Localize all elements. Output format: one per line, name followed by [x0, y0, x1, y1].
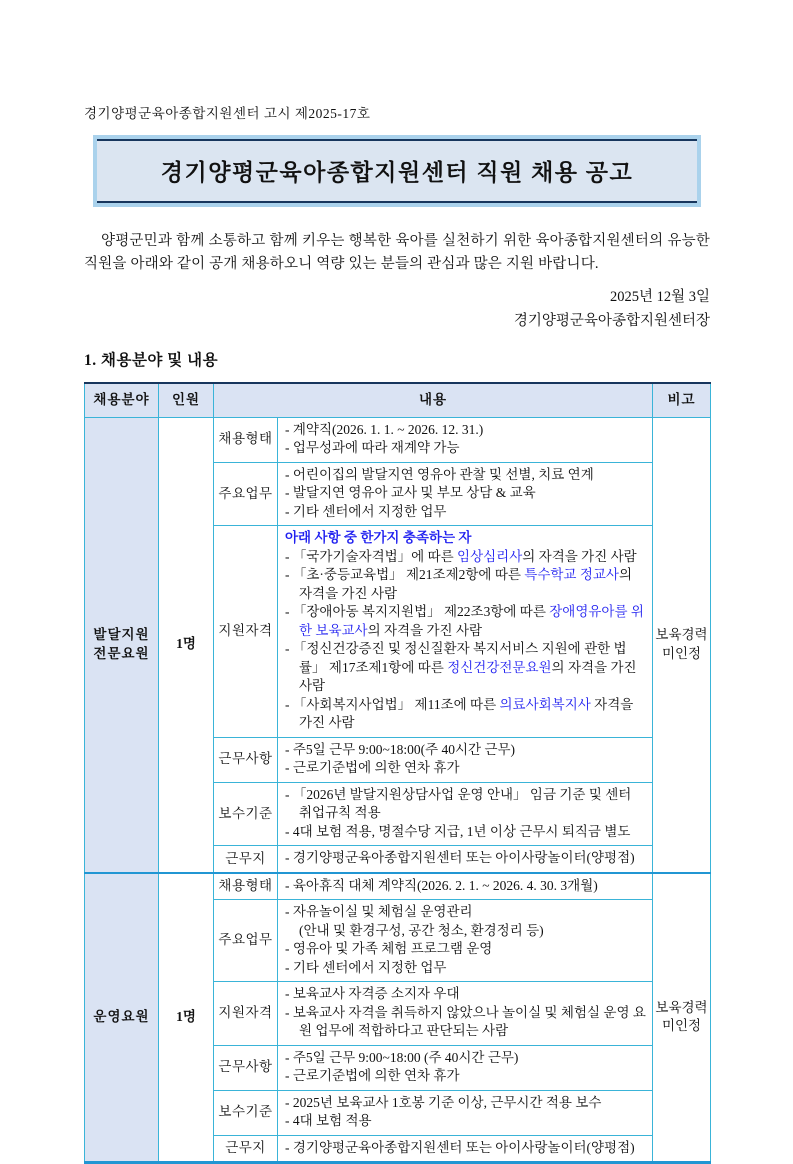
- row-label-cell: 근무사항: [214, 1045, 278, 1090]
- plain-text: - 기타 센터에서 지정한 업무: [285, 959, 447, 975]
- content-line: [285, 548, 646, 567]
- content-line: [285, 1004, 646, 1041]
- recruitment-table: [84, 382, 711, 1164]
- row-content-cell: [278, 737, 653, 782]
- position-line: 운영요원: [93, 1009, 150, 1024]
- plain-text: - 「국가기술자격법」에 따른: [285, 548, 458, 564]
- content-line: [285, 922, 646, 941]
- row-label-cell: 근무지: [214, 846, 278, 873]
- content-line: [285, 959, 646, 978]
- plain-text: - 4대 보험 적용, 명절수당 지급, 1년 이상 근무시 퇴직금 별도: [285, 823, 631, 839]
- row-content-cell: [278, 417, 653, 462]
- plain-text: 자격을 가진 사람: [299, 696, 634, 730]
- page-title: 경기양평군육아종합지원센터 직원 채용 공고: [160, 160, 634, 185]
- content-line: [285, 503, 646, 522]
- content-line: [285, 466, 646, 485]
- content-line: [285, 1067, 646, 1086]
- header-row: [85, 383, 711, 417]
- content-line: [285, 603, 646, 640]
- recruitment-table-header: [85, 383, 711, 417]
- row-content-cell: [278, 1045, 653, 1090]
- emphasis-text: 의료사회복지사: [499, 696, 591, 712]
- plain-text: - 「장애아동 복지지원법」 제22조3항에 따른: [285, 604, 550, 619]
- plain-text: 의 자격을 가진 사람: [299, 567, 632, 601]
- content-line: [285, 903, 646, 922]
- plain-text: 의 자격을 가진 사람: [299, 659, 637, 693]
- emphasis-text: 정신건강전문요원: [447, 659, 552, 675]
- count-cell: 1명: [159, 873, 214, 1163]
- emphasis-text: 임상심리사: [457, 548, 523, 564]
- notice-number: 경기양평군육아종합지원센터 고시 제2025-17호: [84, 106, 371, 121]
- row-content-cell: [278, 900, 653, 982]
- title-box: [93, 135, 701, 207]
- row-content-cell: [278, 846, 653, 873]
- position-cell: [85, 417, 159, 873]
- content-line: [285, 940, 646, 959]
- plain-text: - 4대 보험 적용: [285, 1113, 372, 1128]
- header-note: 비고: [653, 383, 711, 417]
- plain-text: - 주5일 근무 9:00~18:00 (주 40시간 근무): [285, 1049, 519, 1065]
- content-line: [285, 786, 646, 823]
- note-line: 미인정: [661, 645, 702, 661]
- row-content-cell: [278, 526, 653, 738]
- content-line: [285, 640, 646, 696]
- emphasis-text: 아래 사항 중 한가지 충족하는 자: [285, 530, 472, 545]
- plain-text: 의 자격을 가진 사람: [367, 622, 483, 638]
- plain-text: - 경기양평군육아종합지원센터 또는 아이사랑놀이터(양평점): [285, 850, 635, 865]
- table-row: [85, 873, 711, 900]
- row-content-cell: [278, 873, 653, 900]
- recruitment-table-body: [85, 417, 711, 1163]
- row-content-cell: [278, 782, 653, 846]
- table-row: [85, 417, 711, 462]
- content-line: [285, 1139, 646, 1158]
- row-content-cell: [278, 1090, 653, 1135]
- note-cell: [653, 417, 711, 873]
- row-content-cell: [278, 462, 653, 526]
- header-field: 채용분야: [85, 383, 159, 417]
- content-line: [285, 1049, 646, 1068]
- title-box-inner: [97, 139, 697, 203]
- plain-text: - 「정신건강증진 및 정신질환자 복지서비스 지원에 관한 법률」 제17조제1항에 따른: [285, 641, 627, 675]
- row-label-cell: 근무지: [214, 1135, 278, 1163]
- content-line: [285, 877, 646, 896]
- row-label-cell: 근무사항: [214, 737, 278, 782]
- row-label-cell: 지원자격: [214, 526, 278, 738]
- row-label-cell: 주요업무: [214, 462, 278, 526]
- plain-text: - 경기양평군육아종합지원센터 또는 아이사랑놀이터(양평점): [285, 1139, 635, 1155]
- plain-text: - 업무성과에 따라 재계약 가능: [285, 440, 460, 455]
- content-line: [285, 566, 646, 603]
- plain-text: - 보육교사 자격증 소지자 우대: [285, 986, 460, 1001]
- note-line: 보육경력: [655, 627, 708, 642]
- note-line: 미인정: [661, 1018, 702, 1034]
- content-line: [285, 439, 646, 458]
- content-line: [285, 421, 646, 440]
- content-line: [285, 759, 646, 778]
- plain-text: - 「사회복지사업법」 제11조에 따른: [285, 696, 500, 712]
- content-line: [285, 985, 646, 1004]
- intro-paragraph: 양평군민과 함께 소통하고 함께 키우는 행복한 육아를 실천하기 위한 육아종합지원센터의 유능한 직원을 아래와 같이 공개 채용하오니 역량 있는 분들의 관심과 많은 지원 바랍니다.: [84, 233, 710, 272]
- plain-text: - 「초·중등교육법」 제21조제2항에 따른: [285, 567, 525, 582]
- plain-text: - 육아휴직 대체 계약직(2026. 2. 1. ~ 2026. 4. 30. 3개월): [285, 877, 598, 893]
- plain-text: - 영유아 및 가족 체험 프로그램 운영: [285, 941, 493, 956]
- row-label-cell: 채용형태: [214, 417, 278, 462]
- date-line: 2025년 12월 3일: [609, 289, 710, 305]
- plain-text: - 보육교사 자격을 취득하지 않았으나 놀이실 및 체험실 운영 요원 업무에 적합하다고 판단되는 사람: [285, 1004, 646, 1038]
- plain-text: - 근로기준법에 의한 연차 휴가: [285, 760, 460, 775]
- header-content: 내용: [214, 383, 653, 417]
- plain-text: - 2025년 보육교사 1호봉 기준 이상, 근무시간 적용 보수: [285, 1094, 602, 1110]
- content-line: [285, 696, 646, 733]
- header-count: 인원: [159, 383, 214, 417]
- row-content-cell: [278, 982, 653, 1046]
- plain-text: - 발달지연 영유아 교사 및 부모 상담 & 교육: [285, 485, 536, 500]
- plain-text: - 주5일 근무 9:00~18:00(주 40시간 근무): [285, 741, 516, 757]
- content-line: [285, 529, 646, 548]
- content-line: [285, 1094, 646, 1113]
- content-line: [285, 741, 646, 760]
- signer-line: 경기양평군육아종합지원센터장: [513, 313, 710, 329]
- plain-text: - 계약직(2026. 1. 1. ~ 2026. 12. 31.): [285, 421, 484, 437]
- note-line: 보육경력: [655, 999, 708, 1015]
- content-line: [285, 823, 646, 842]
- position-cell: [85, 873, 159, 1163]
- plain-text: - 근로기준법에 의한 연차 휴가: [285, 1068, 460, 1083]
- content-line: [285, 849, 646, 868]
- section-title: 1. 채용분야 및 내용: [84, 352, 219, 369]
- row-label-cell: 주요업무: [214, 900, 278, 982]
- plain-text: - 기타 센터에서 지정한 업무: [285, 503, 447, 519]
- plain-text: 의 자격을 가진 사람: [522, 548, 637, 564]
- row-label-cell: 지원자격: [214, 982, 278, 1046]
- position-line: 전문요원: [93, 645, 150, 661]
- plain-text: - 「2026년 발달지원상담사업 운영 안내」 임금 기준 및 센터 취업규칙 적용: [285, 786, 632, 820]
- content-line: [285, 484, 646, 503]
- emphasis-text: 장애영유아를 위한 보육교사: [299, 604, 644, 638]
- emphasis-text: 특수학교 정교사: [524, 567, 619, 582]
- row-label-cell: 보수기준: [214, 782, 278, 846]
- note-cell: [653, 873, 711, 1163]
- plain-text: (안내 및 환경구성, 공간 청소, 환경정리 등): [299, 922, 544, 938]
- count-cell: 1명: [159, 417, 214, 873]
- content-line: [285, 1112, 646, 1131]
- plain-text: - 어린이집의 발달지연 영유아 관찰 및 선별, 치료 연계: [285, 466, 594, 482]
- row-content-cell: [278, 1135, 653, 1163]
- position-line: 발달지원: [93, 627, 150, 642]
- plain-text: - 자유놀이실 및 체험실 운영관리: [285, 904, 473, 919]
- row-label-cell: 보수기준: [214, 1090, 278, 1135]
- row-label-cell: 채용형태: [214, 873, 278, 900]
